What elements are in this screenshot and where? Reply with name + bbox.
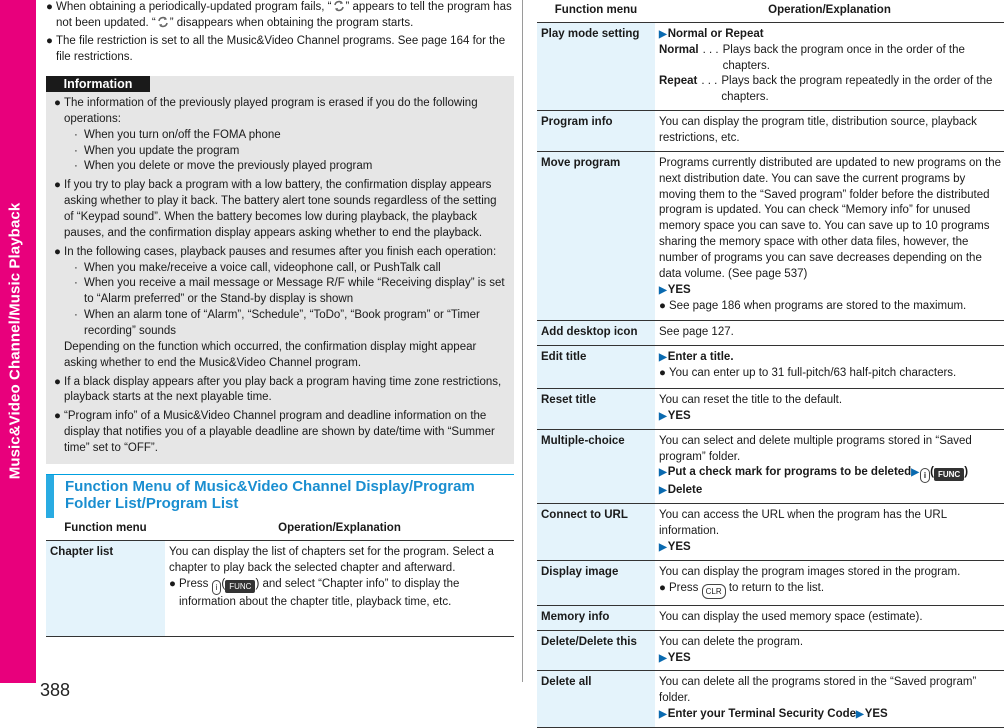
info-bullet-2: ● If you try to play back a program with a low battery, the confirmation display appears asking whether to play it back. The battery alert tone sounds regardless of the setting of “Keypad sound”. When the battery becomes low during playback, the playback pauses, and the confirmation display appears asking whether to end the playback.: [54, 179, 497, 239]
step-arrow-icon: ▶: [659, 467, 667, 479]
col-header-operation: Operation/Explanation: [655, 0, 1004, 22]
info-bullet-3-note: Depending on the function which occurred, the confirmation display might appear asking whether to end the Music&Video Channel program.: [64, 340, 477, 369]
step-arrow-icon: ▶: [659, 28, 667, 40]
menu-delete-this: Delete/Delete this: [537, 630, 655, 671]
function-menu-title: Function Menu of Music&Video Channel Display/Program Folder List/Program List: [65, 478, 475, 512]
not-updated-icon: [156, 16, 170, 28]
info-bullet-4: ● If a black display appears after you play back a program having time zone restrictions, playback starts at the next playable time.: [54, 375, 502, 404]
page-number: 388: [40, 680, 71, 700]
table-row: [537, 111, 1004, 152]
menu-connect-to-url: Connect to URL: [537, 504, 655, 561]
program-info-explanation: You can display the program title, distribution source, playback restrictions, etc.: [655, 111, 1004, 152]
menu-play-mode-setting: Play mode setting: [537, 22, 655, 110]
multiple-choice-explanation: You can select and delete multiple programs stored in “Saved program” folder. ▶Put a check mark for programs to be deleted▶ i ( FUNC ) ▶Delete: [655, 429, 1004, 504]
step-arrow-icon: ▶: [659, 410, 667, 422]
add-desktop-explanation: See page 127.: [655, 321, 1004, 346]
edit-title-explanation: ▶Enter a title. ● You can enter up to 31 full-pitch/63 half-pitch characters.: [655, 346, 1004, 389]
table-row: [537, 389, 1004, 430]
menu-delete-all: Delete all: [537, 671, 655, 728]
func-key-icon: FUNC: [934, 468, 964, 481]
table-row: [537, 671, 1004, 728]
table-row: [537, 504, 1004, 561]
function-menu-heading: [46, 474, 514, 514]
table-row: [537, 346, 1004, 389]
delete-this-explanation: You can delete the program. ▶YES: [655, 630, 1004, 671]
table-row: [537, 321, 1004, 346]
menu-reset-title: Reset title: [537, 389, 655, 430]
info-bullet-3: ● In the following cases, playback pauses and resumes after you finish each operation: · When you make/receive a voice call, videophone call, or PushTalk call · When you receive a mail message or Message R/F while “Receiving display” is set to “Alarm preferred” or the Stand-by display is shown · When an alarm tone of “Alarm”, “Schedule”, “ToDo”, “Book program” or “Timer recording” sounds Depending on the function which occurred, the confirmation display might appear asking whether to end the Music&Video Channel program.: [54, 245, 508, 372]
col-header-operation: Operation/Explanation: [165, 518, 514, 540]
function-menu-table-left: [46, 518, 514, 637]
step-arrow-icon: ▶: [659, 542, 667, 554]
intro-note-1: ● When obtaining a periodically-updated program fails, “ ” appears to tell the program has not been updated. “ ” disappears when obtaining the program starts.: [46, 1, 512, 29]
col-header-menu: Function menu: [537, 0, 655, 22]
side-tab-label: Music&Video Channel/Music Playback: [6, 202, 24, 480]
reset-title-explanation: You can reset the title to the default. ▶YES: [655, 389, 1004, 430]
table-row: [537, 429, 1004, 504]
table-row: [46, 540, 514, 636]
info-bullet-1: ● The information of the previously played program is erased if you do the following operations: · When you turn on/off the FOMA phone · When you update the program · When you delete or move the previously played program: [54, 96, 508, 175]
menu-memory-info: Memory info: [537, 605, 655, 630]
col-header-menu: Function menu: [46, 518, 165, 540]
chapter-list-explanation: You can display the list of chapters set for the program. Select a chapter to play back the selected chapter and afterward. ● Press i ( FUNC ) and select “Chapter info” to display the information about the chapter title, playback time, etc.: [165, 540, 514, 636]
step-arrow-icon: ▶: [659, 284, 667, 296]
menu-edit-title: Edit title: [537, 346, 655, 389]
not-updated-icon: [332, 0, 346, 12]
information-box: [46, 76, 514, 464]
func-key-icon: FUNC: [225, 580, 255, 593]
info-sub-item: · When you update the program: [74, 144, 240, 157]
memory-info-explanation: You can display the used memory space (estimate).: [655, 605, 1004, 630]
table-row: [537, 151, 1004, 321]
intro-notes: [46, 0, 514, 67]
info-sub-item: · When you receive a mail message or Message R/F while “Receiving display” is set to “Alarm preferred” or the Stand-by display is shown: [74, 277, 505, 306]
menu-add-desktop-icon: Add desktop icon: [537, 321, 655, 346]
play-mode-explanation: ▶Normal or Repeat Normal . . . Plays back the program once in the order of the chapters. Repeat . . . Plays back the program repeatedly in the order of the chapters.: [655, 22, 1004, 110]
info-sub-item: · When you delete or move the previously played program: [74, 160, 373, 173]
intro-note-2: ● The file restriction is set to all the Music&Video Channel programs. See page 164 for the file restrictions.: [46, 34, 506, 63]
step-arrow-icon: ▶: [856, 709, 864, 721]
function-menu-table-right: [537, 0, 1004, 728]
table-row: [537, 605, 1004, 630]
delete-all-explanation: You can delete all the programs stored in the “Saved program” folder. ▶Enter your Terminal Security Code▶YES: [655, 671, 1004, 728]
menu-chapter-list: Chapter list: [46, 540, 165, 636]
clr-key-icon: CLR: [702, 584, 726, 599]
menu-display-image: Display image: [537, 560, 655, 605]
table-header-row: [46, 518, 514, 540]
menu-multiple-choice: Multiple-choice: [537, 429, 655, 504]
display-image-explanation: You can display the program images stored in the program. ● Press CLR to return to the list.: [655, 560, 1004, 605]
info-sub-item: · When you make/receive a voice call, videophone call, or PushTalk call: [74, 261, 441, 274]
menu-move-program: Move program: [537, 151, 655, 321]
info-sub-item: · When an alarm tone of “Alarm”, “Schedule”, “ToDo”, “Book program” or “Timer recording” sounds: [74, 309, 480, 338]
menu-program-info: Program info: [537, 111, 655, 152]
step-arrow-icon: ▶: [659, 485, 667, 497]
i-mode-key-icon: i: [212, 580, 222, 595]
i-mode-key-icon: i: [920, 468, 930, 483]
information-label: Information: [46, 76, 150, 92]
table-header-row: [537, 0, 1004, 22]
info-bullet-5: ● “Program info” of a Music&Video Channel program and deadline information on the display that notifies you of a playable deadline are shown by date/time with “Summer time” set to “OFF”.: [54, 410, 495, 455]
step-arrow-icon: ▶: [659, 352, 667, 364]
table-row: [537, 630, 1004, 671]
side-tab: [0, 0, 36, 698]
info-sub-item: · When you turn on/off the FOMA phone: [74, 128, 281, 141]
table-row: [537, 22, 1004, 110]
step-arrow-icon: ▶: [659, 652, 667, 664]
heading-accent-bar: [46, 475, 54, 519]
table-row: [537, 560, 1004, 605]
column-divider: [522, 0, 523, 682]
step-arrow-icon: ▶: [659, 709, 667, 721]
connect-url-explanation: You can access the URL when the program has the URL information. ▶YES: [655, 504, 1004, 561]
step-arrow-icon: ▶: [911, 467, 919, 479]
move-program-explanation: Programs currently distributed are updated to new programs on the next distribution date. You can save the current programs by moving them to the “Saved program” folder before the distributed program is updated. You can check “Memory info” for unused memory space you can save to. You can save up to 10 programs sharing the memory space with other data files, however, the number of programs you can save decreases depending on the data volume. (See page 537) ▶YES ● See page 186 when programs are stored to the maximum.: [655, 151, 1004, 321]
